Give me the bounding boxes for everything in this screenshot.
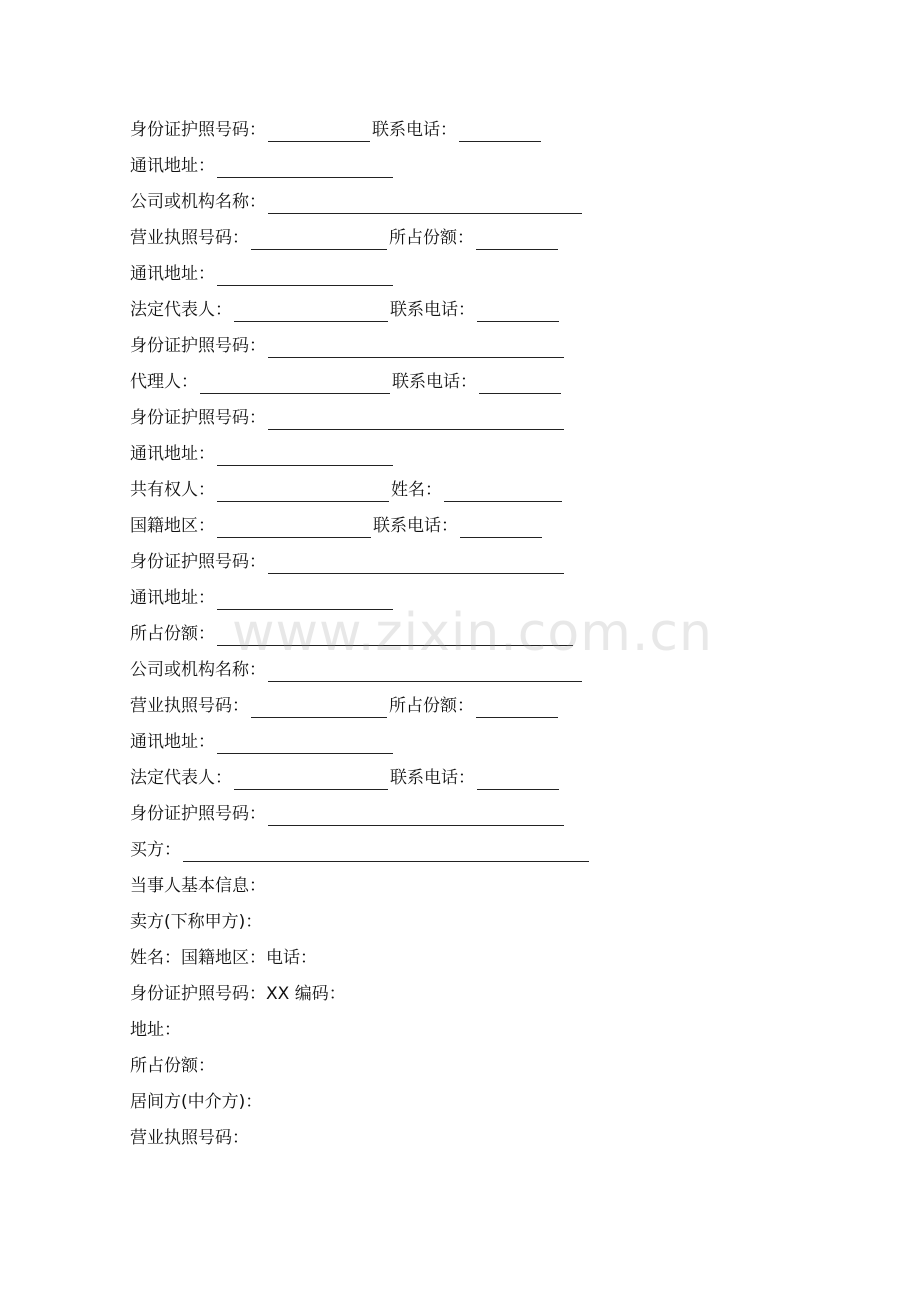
watermark-text: www.zixin.com.cn (232, 603, 713, 663)
field-label: 所占份额： (130, 624, 215, 644)
form-line (130, 472, 830, 508)
fill-blank (234, 303, 388, 322)
field-label: 联系电话： (390, 768, 475, 788)
field-label: 联系电话： (392, 372, 477, 392)
field-label: 营业执照号码： (130, 1128, 249, 1148)
form-line (130, 976, 830, 1012)
form-line (130, 184, 830, 220)
fill-blank (268, 663, 582, 682)
form-line (130, 148, 830, 184)
form-line (130, 904, 830, 940)
field-label: 通讯地址： (130, 732, 215, 752)
field-label: 联系电话： (373, 516, 458, 536)
fill-blank (217, 519, 371, 538)
fill-blank (477, 303, 559, 322)
field-label: 身份证护照号码： (130, 408, 266, 428)
fill-blank (217, 735, 393, 754)
fill-blank (268, 807, 564, 826)
field-label: 所占份额： (389, 228, 474, 248)
form-line (130, 400, 830, 436)
form-line (130, 1084, 830, 1120)
field-label: 联系电话： (390, 300, 475, 320)
field-label: 买方： (130, 840, 181, 860)
field-label: 公司或机构名称： (130, 660, 266, 680)
field-label: 所占份额： (130, 1056, 215, 1076)
form-line (130, 328, 830, 364)
field-label: 通讯地址： (130, 264, 215, 284)
fill-blank (251, 699, 387, 718)
fill-blank (477, 771, 559, 790)
form-line (130, 364, 830, 400)
field-label: 通讯地址： (130, 156, 215, 176)
field-label: 营业执照号码： (130, 696, 249, 716)
field-label: 地址： (130, 1020, 181, 1040)
field-label: 联系电话： (372, 120, 457, 140)
fill-blank (444, 483, 562, 502)
fill-blank (268, 339, 564, 358)
form-line (130, 112, 830, 148)
field-label: 法定代表人： (130, 300, 232, 320)
fill-blank (268, 195, 582, 214)
field-label: 公司或机构名称： (130, 192, 266, 212)
form-line (130, 1048, 830, 1084)
form-line (130, 1012, 830, 1048)
fill-blank (268, 123, 370, 142)
field-label: 营业执照号码： (130, 228, 249, 248)
field-label: 姓名： (391, 480, 442, 500)
form-line (130, 616, 830, 652)
field-label: 身份证护照号码： (130, 804, 266, 824)
form-line (130, 220, 830, 256)
field-label: 当事人基本信息： (130, 876, 266, 896)
form-lines (130, 112, 830, 1156)
fill-blank (217, 627, 573, 646)
form-line (130, 1120, 830, 1156)
form-line (130, 436, 830, 472)
fill-blank (217, 591, 393, 610)
form-line (130, 868, 830, 904)
field-label: 身份证护照号码： (130, 120, 266, 140)
field-label: 身份证护照号码：XX 编码： (130, 984, 346, 1004)
field-label: 居间方(中介方)： (130, 1092, 263, 1112)
field-label: 身份证护照号码： (130, 336, 266, 356)
fill-blank (200, 375, 390, 394)
form-line (130, 652, 830, 688)
field-label: 姓名：国籍地区：电话： (130, 948, 317, 968)
fill-blank (459, 123, 541, 142)
form-line (130, 544, 830, 580)
field-label: 法定代表人： (130, 768, 232, 788)
form-line (130, 292, 830, 328)
fill-blank (217, 483, 389, 502)
fill-blank (234, 771, 388, 790)
fill-blank (183, 843, 589, 862)
field-label: 通讯地址： (130, 588, 215, 608)
form-line (130, 760, 830, 796)
field-label: 国籍地区： (130, 516, 215, 536)
fill-blank (268, 555, 564, 574)
field-label: 通讯地址： (130, 444, 215, 464)
form-line (130, 688, 830, 724)
form-line (130, 796, 830, 832)
form-line (130, 580, 830, 616)
form-line (130, 724, 830, 760)
fill-blank (217, 159, 393, 178)
field-label: 卖方(下称甲方)： (130, 912, 263, 932)
fill-blank (217, 447, 393, 466)
fill-blank (476, 699, 558, 718)
field-label: 代理人： (130, 372, 198, 392)
fill-blank (460, 519, 542, 538)
form-line (130, 940, 830, 976)
fill-blank (268, 411, 564, 430)
fill-blank (479, 375, 561, 394)
fill-blank (476, 231, 558, 250)
form-line (130, 508, 830, 544)
field-label: 身份证护照号码： (130, 552, 266, 572)
form-line (130, 256, 830, 292)
fill-blank (217, 267, 393, 286)
fill-blank (251, 231, 387, 250)
field-label: 共有权人： (130, 480, 215, 500)
field-label: 所占份额： (389, 696, 474, 716)
form-line (130, 832, 830, 868)
